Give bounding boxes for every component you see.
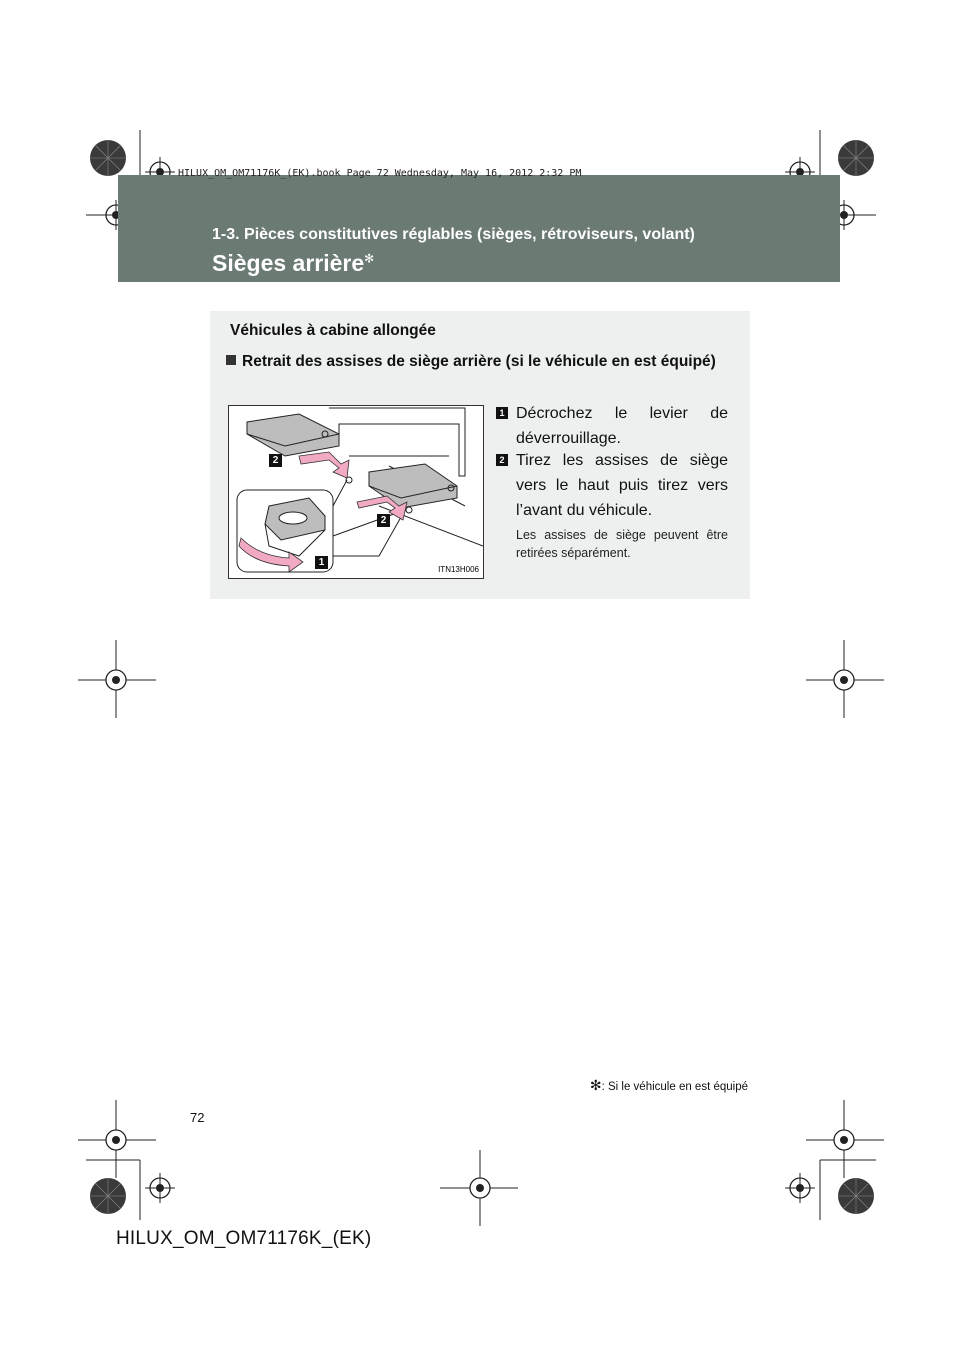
seat-illustration-drawing (229, 406, 483, 578)
page-title (212, 250, 374, 277)
page-title-text: Sièges arrière (212, 250, 365, 276)
callout-2-lower: 2 (377, 514, 390, 527)
model-code: HILUX_OM_OM71176K_(EK) (116, 1228, 372, 1249)
step-1 (496, 401, 728, 451)
step-2 (496, 448, 728, 523)
step-number-2: 2 (496, 454, 508, 466)
step-number-1: 1 (496, 407, 508, 419)
print-info: HILUX_OM_OM71176K_(EK).book Page 72 Wednesday, May 16, 2012 2:32 PM (178, 168, 582, 179)
callout-2-upper: 2 (269, 454, 282, 467)
page-number: 72 (190, 1110, 205, 1125)
step-text-1: Décrochez le levier de déverrouillage. (516, 405, 728, 447)
subheading: Véhicules à cabine allongée (230, 322, 436, 339)
seat-removal-illustration (228, 405, 484, 579)
equipped-marker: ✻ (364, 251, 375, 266)
footnote-marker: ✻ (589, 1077, 602, 1093)
footnote-text: : Si le véhicule en est équipé (601, 1081, 748, 1093)
footnote (590, 1077, 748, 1094)
section-heading: 1-3. Pièces constitutives réglables (sièges, rétroviseurs, volant) (212, 226, 695, 243)
figure-code: ITN13H006 (438, 565, 479, 574)
callout-1: 1 (315, 556, 328, 569)
bullet-heading (226, 349, 728, 375)
note-text: Les assises de siège peuvent être retirées séparément. (516, 528, 728, 560)
square-bullet-icon (226, 355, 236, 365)
bullet-text: Retrait des assises de siège arrière (si le véhicule en est équipé) (242, 353, 716, 370)
step-text-2: Tirez les assises de siège vers le haut puis tirez vers l’avant du véhicule. (516, 452, 728, 519)
